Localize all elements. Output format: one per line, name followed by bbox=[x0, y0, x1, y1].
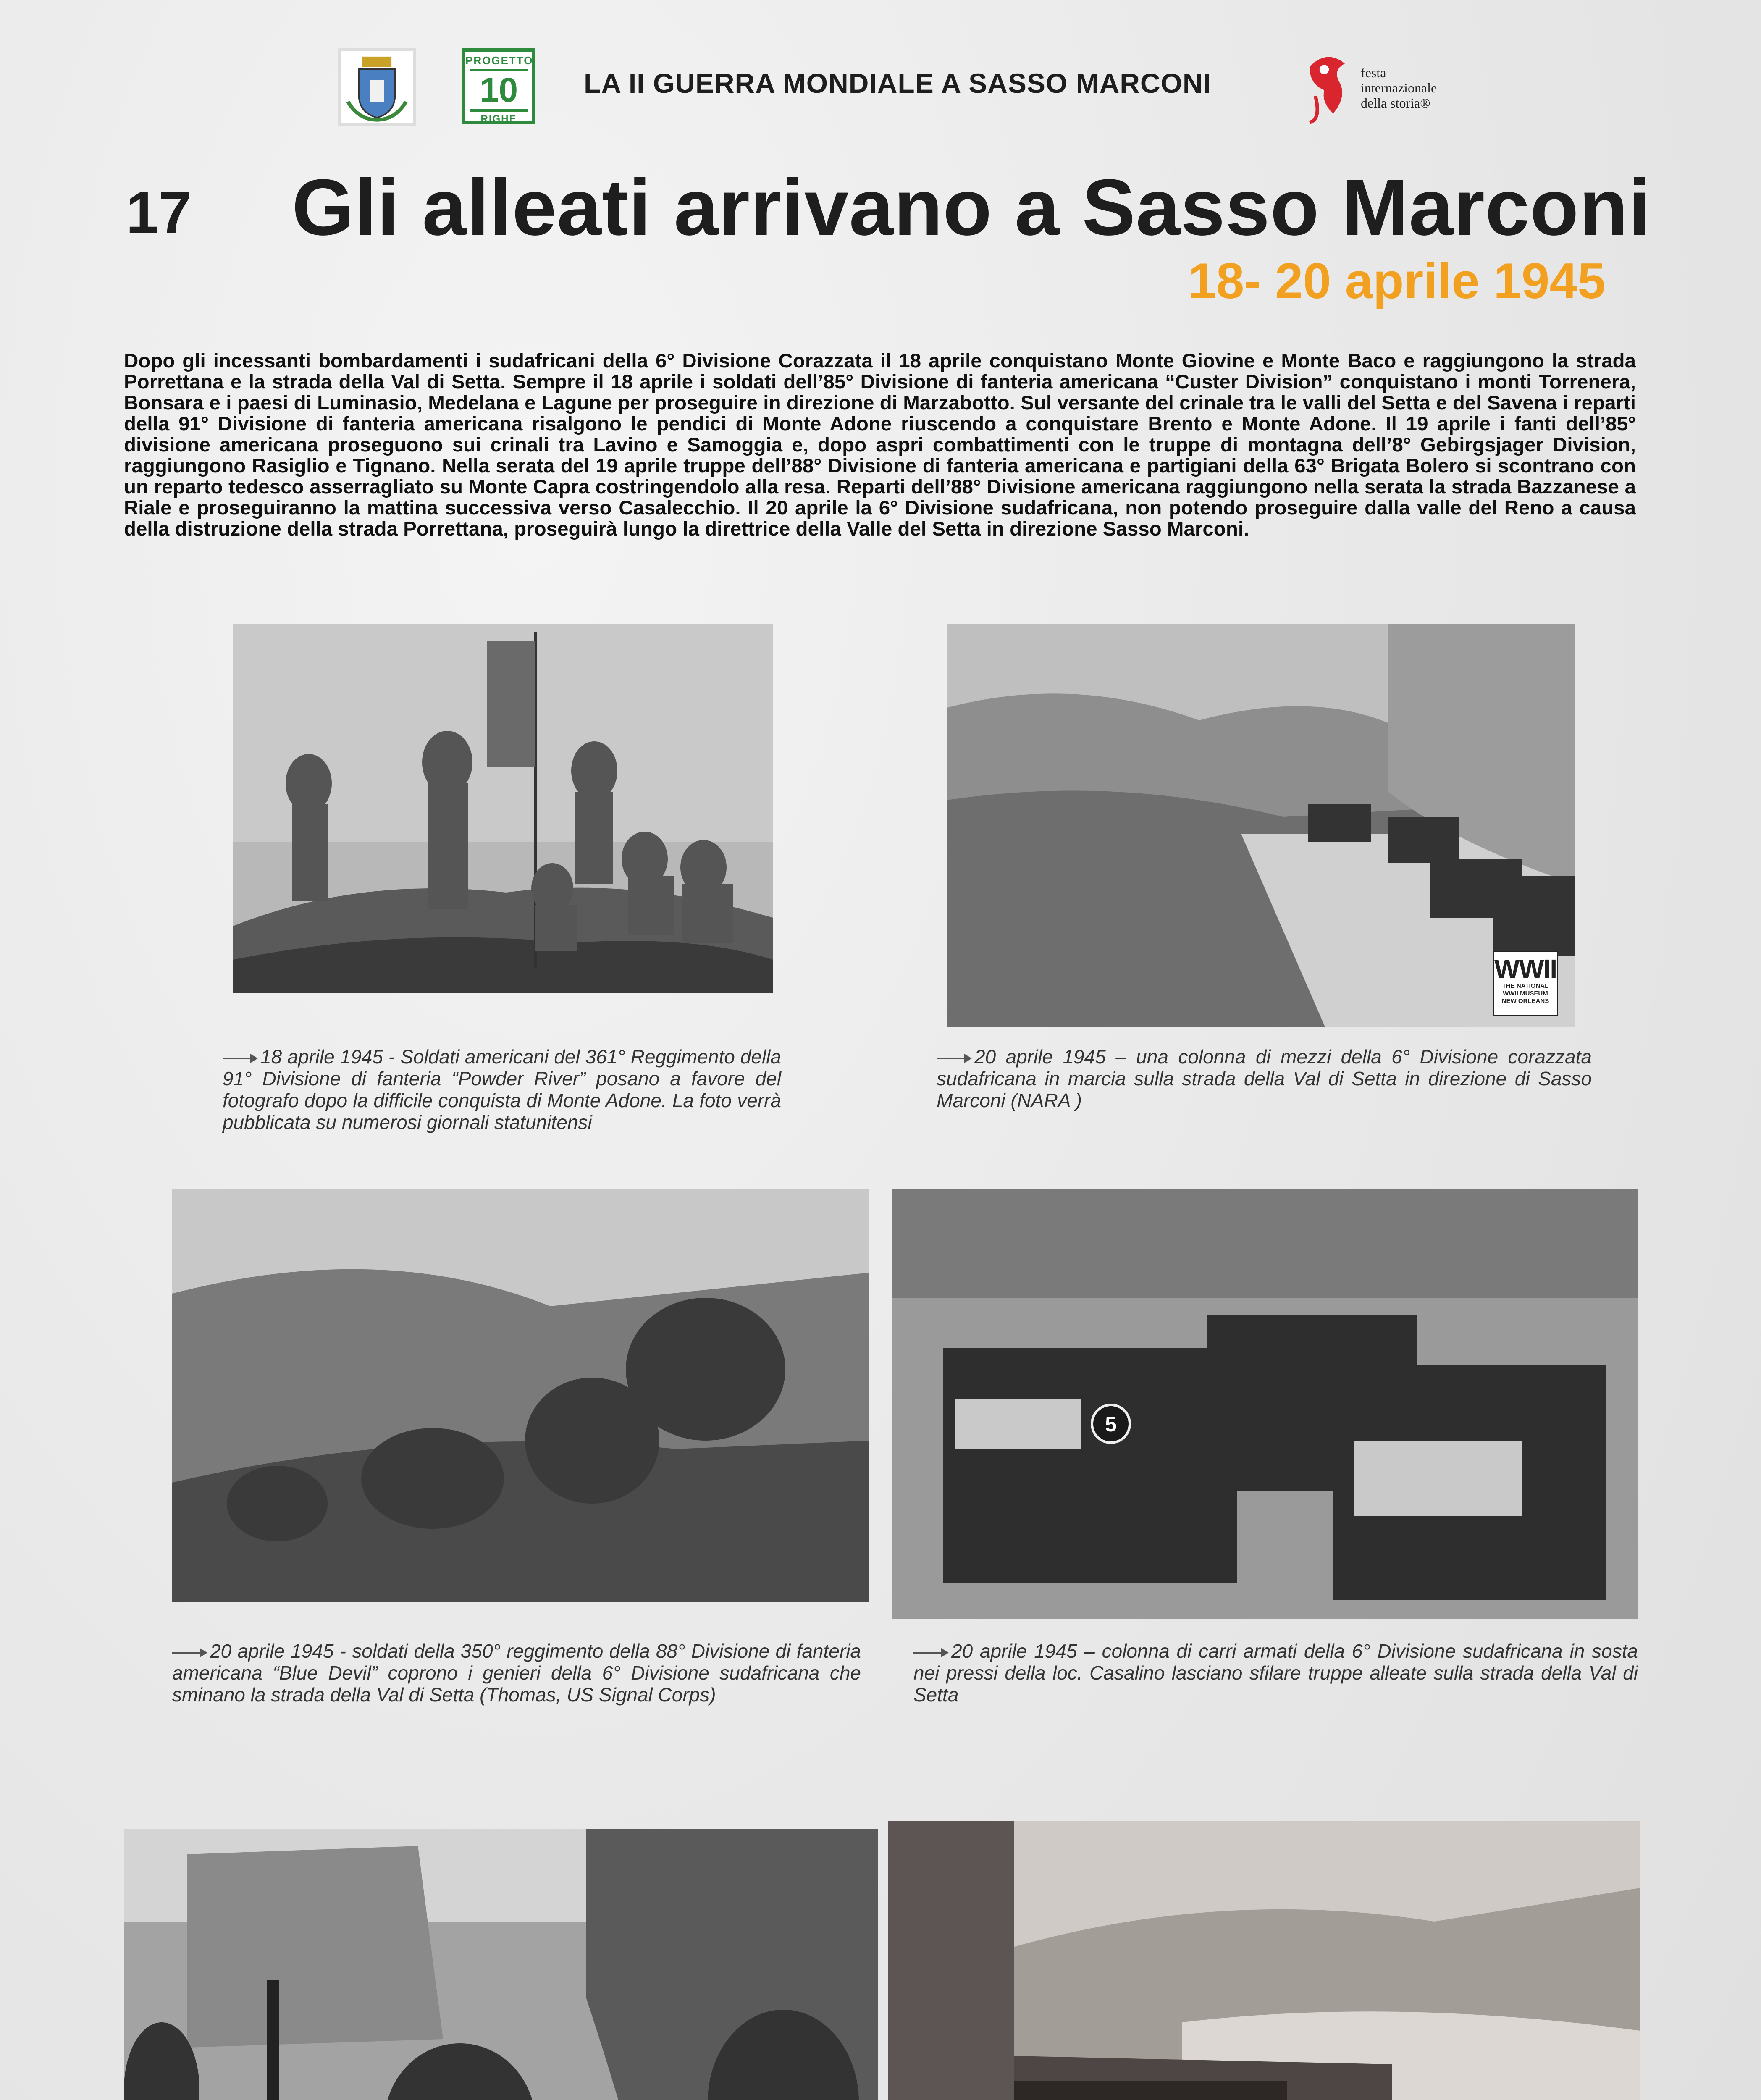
arrow-icon bbox=[223, 1058, 256, 1059]
festa-line-1: festa bbox=[1361, 65, 1386, 80]
photo-caption: 20 aprile 1945 – una colonna di mezzi della 6° Divisione corazzata sudafricana in marcia sulla strada della Val di Setta in direzione di Sasso Marconi (NARA ) bbox=[937, 1046, 1592, 1111]
comune-crest-logo bbox=[338, 48, 416, 126]
photo-tanks-casalino bbox=[892, 1189, 1638, 1619]
photo-caption: 20 aprile 1945 – colonna di carri armati della 6° Divisione sudafricana in sosta nei pressi della loc. Casalino lasciano sfilare truppe alleate sulla strada della Val di Setta bbox=[913, 1640, 1638, 1706]
photo-soldiers-monte-adone bbox=[233, 624, 773, 993]
festa-line-2: internazionale bbox=[1361, 80, 1437, 95]
photo-machine-gun-post bbox=[124, 1829, 878, 2100]
photo-column-val-di-setta bbox=[947, 624, 1575, 1027]
page-title: Gli alleati arrivano a Sasso Marconi bbox=[292, 163, 1651, 252]
progetto-righe-label: RIGHE bbox=[480, 113, 517, 125]
intro-paragraph: Dopo gli incessanti bombardamenti i sudafricani della 6° Divisione Corazzata il 18 aprile conquistano Monte Giovine e Monte Baco e raggiungono la strada Porrettana e la strada della Val di Setta. Sempre il 18 aprile i soldati dell’85° Divisione di fanteria americana “Custer Division” conquistano i monti Torrenera, Bonsara e i paesi di Luminasio, Medelana e Lagune per proseguire in direzione di Marzabotto. Sul versante del crinale tra le valli del Setta e del Savena i reparti della 91° Divisione di fanteria americana risalgono le pendici di Monte Adone riuscendo a conquistare Brento e Monte Adone. Il 19 aprile i fanti dell’85° divisione americana proseguono sui crinali tra Lavino e Samoggia e, dopo aspri combattimenti con le truppe di montagna dell’8° Gebirgsjager Division, raggiungono Rasiglio e Tignano. Nella serata del 19 aprile truppe dell’88° Divisione di fanteria americana e partigiani della 63° Brigata Bolero si scontrano con un reparto tedesco asserragliato su Monte Capra costringendolo alla resa. Reparti dell’88° Divisione americana raggiungono nella serata la strada Bazzanese a Riale e proseguiranno la mattina successiva verso Casalecchio. Il 20 aprile la 6° Divisione sudafricana, non potendo proseguire dalla valle del Reno a causa della distruzione della strada Porrettana, proseguirà lungo la direttrice della Valle del Setta in direzione Sasso Marconi. bbox=[124, 350, 1636, 540]
tank-number-label: 5 bbox=[1105, 1412, 1117, 1436]
photo-blue-devil-soldiers bbox=[172, 1189, 869, 1602]
wwii-museum-logo: WWII THE NATIONAL WWII MUSEUM NEW ORLEANS bbox=[1493, 951, 1558, 1016]
arrow-icon bbox=[937, 1058, 970, 1059]
photo-caption: 20 aprile 1945 - soldati della 350° reggimento della 88° Divisione di fanteria americana “Blue Devil” coprono i genieri della 6° Divisione sudafricana che sminano la strada della Val di Setta (Thomas, US Signal Corps) bbox=[172, 1640, 861, 1706]
festa-storia-logo bbox=[1298, 48, 1436, 126]
progetto-label: PROGETTO bbox=[465, 54, 533, 67]
page-subtitle-dates: 18- 20 aprile 1945 bbox=[1188, 253, 1606, 309]
arrow-icon bbox=[172, 1652, 206, 1654]
progetto-10-righe-logo bbox=[462, 48, 535, 124]
photo-sherman-tank bbox=[888, 1821, 1640, 2100]
photo-caption: 18 aprile 1945 - Soldati americani del 361° Reggimento della 91° Divisione di fanteria “Powder River” posano a favore del fotografo dopo la difficile conquista di Monte Adone. La foto verrà pubblicata su numerosi giornali statunitensi bbox=[223, 1046, 781, 1133]
festa-line-3: della storia® bbox=[1361, 95, 1430, 110]
panel-number: 17 bbox=[126, 179, 192, 245]
header-title: LA II GUERRA MONDIALE A SASSO MARCONI bbox=[584, 68, 1211, 99]
progetto-number: 10 bbox=[470, 69, 528, 112]
arrow-icon bbox=[913, 1652, 947, 1654]
